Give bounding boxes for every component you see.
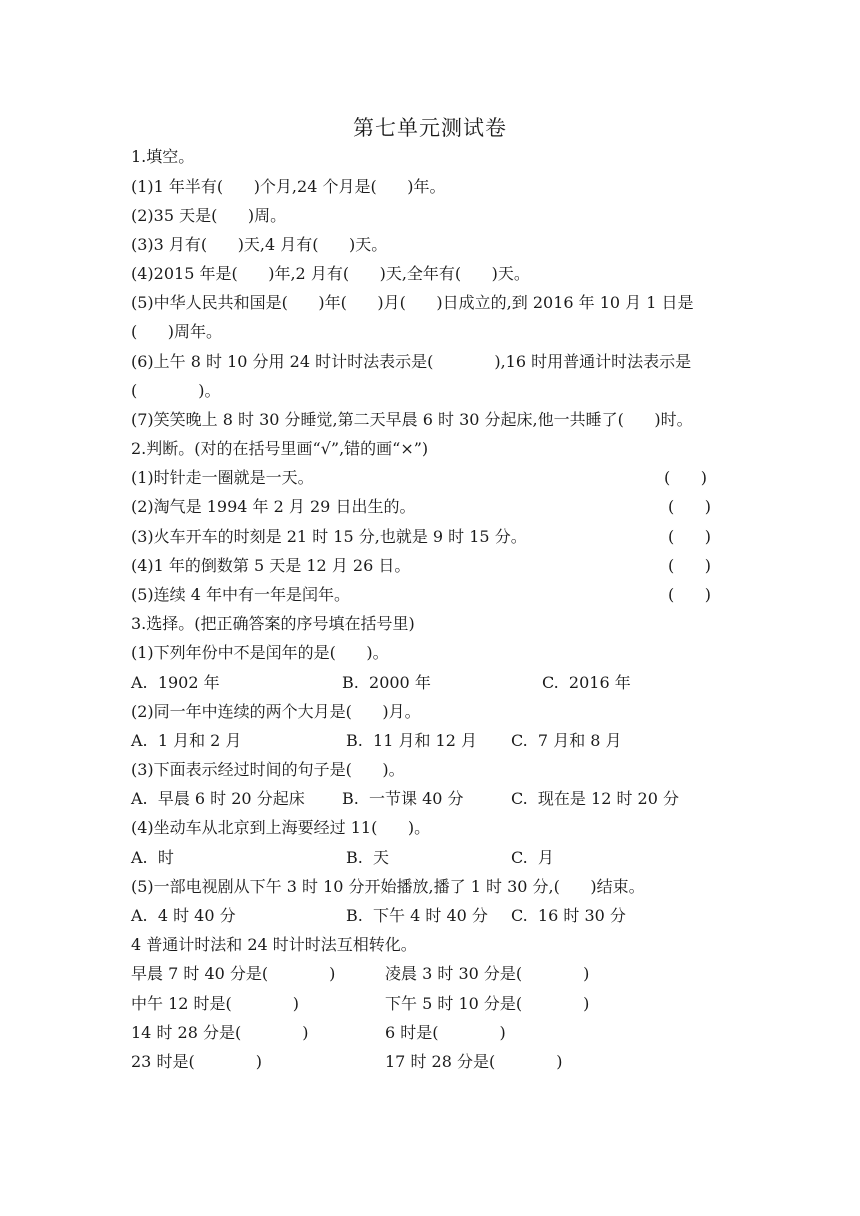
choice-question-1: (1)下列年份中不是闰年的是( )。 — [131, 643, 389, 662]
convert-right-4: 17 时 28 分是( ) — [385, 1052, 563, 1071]
judge-item-1: (1)时针走一圈就是一天。 — [131, 468, 314, 487]
judge-answer-blank-2: ( ) — [668, 497, 711, 516]
choice-3-option-a: A. 早晨 6 时 20 分起床 — [131, 789, 305, 808]
choice-question-3: (3)下面表示经过时间的句子是( )。 — [131, 760, 405, 779]
choice-1-option-c: C. 2016 年 — [542, 673, 631, 692]
choice-1-option-a: A. 1902 年 — [131, 673, 220, 692]
judge-answer-blank-4: ( ) — [668, 556, 711, 575]
choice-5-option-c: C. 16 时 30 分 — [511, 906, 626, 925]
question-1-1: (1)1 年半有( )个月,24 个月是( )年。 — [131, 177, 446, 196]
question-1-5-line2: ( )周年。 — [131, 322, 223, 341]
question-1-6-line1: (6)上午 8 时 10 分用 24 时计时法表示是( ),16 时用普通计时法表示是 — [131, 352, 692, 371]
question-1-4: (4)2015 年是( )年,2 月有( )天,全年有( )天。 — [131, 264, 530, 283]
convert-left-4: 23 时是( ) — [131, 1052, 262, 1071]
choice-question-5: (5)一部电视剧从下午 3 时 10 分开始播放,播了 1 时 30 分,( )结束。 — [131, 877, 645, 896]
convert-left-2: 中午 12 时是( ) — [131, 994, 300, 1013]
choice-5-option-b: B. 下午 4 时 40 分 — [346, 906, 488, 925]
convert-right-1: 凌晨 3 时 30 分是( ) — [385, 964, 590, 983]
convert-right-2: 下午 5 时 10 分是( ) — [385, 994, 590, 1013]
choice-2-option-a: A. 1 月和 2 月 — [131, 731, 242, 750]
choice-3-option-b: B. 一节课 40 分 — [342, 789, 464, 808]
section-3-heading: 3.选择。(把正确答案的序号填在括号里) — [131, 614, 415, 633]
judge-item-2: (2)淘气是 1994 年 2 月 29 日出生的。 — [131, 497, 416, 516]
choice-4-option-b: B. 天 — [346, 848, 390, 867]
judge-item-3: (3)火车开车的时刻是 21 时 15 分,也就是 9 时 15 分。 — [131, 527, 527, 546]
choice-question-2: (2)同一年中连续的两个大月是( )月。 — [131, 702, 421, 721]
choice-1-option-b: B. 2000 年 — [342, 673, 431, 692]
convert-left-3: 14 时 28 分是( ) — [131, 1023, 309, 1042]
question-1-2: (2)35 天是( )周。 — [131, 206, 287, 225]
choice-4-option-a: A. 时 — [131, 848, 174, 867]
judge-answer-blank-3: ( ) — [668, 527, 711, 546]
judge-answer-blank-5: ( ) — [668, 585, 711, 604]
question-1-3: (3)3 月有( )天,4 月有( )天。 — [131, 235, 388, 254]
judge-item-5: (5)连续 4 年中有一年是闰年。 — [131, 585, 351, 604]
choice-2-option-c: C. 7 月和 8 月 — [511, 731, 622, 750]
section-4-heading: 4 普通计时法和 24 时计时法互相转化。 — [131, 935, 417, 954]
convert-left-1: 早晨 7 时 40 分是( ) — [131, 964, 336, 983]
question-1-6-line2: ( )。 — [131, 381, 221, 400]
question-1-7: (7)笑笑晚上 8 时 30 分睡觉,第二天早晨 6 时 30 分起床,他一共睡了( )时。 — [131, 410, 693, 429]
section-1-heading: 1.填空。 — [131, 147, 195, 166]
choice-5-option-a: A. 4 时 40 分 — [131, 906, 236, 925]
choice-question-4: (4)坐动车从北京到上海要经过 11( )。 — [131, 818, 431, 837]
page-title: 第七单元测试卷 — [353, 116, 507, 140]
choice-3-option-c: C. 现在是 12 时 20 分 — [511, 789, 679, 808]
choice-2-option-b: B. 11 月和 12 月 — [346, 731, 477, 750]
judge-answer-blank-1: ( ) — [664, 468, 707, 487]
question-1-5-line1: (5)中华人民共和国是( )年( )月( )日成立的,到 2016 年 10 月 1 日是 — [131, 293, 694, 312]
convert-right-3: 6 时是( ) — [385, 1023, 506, 1042]
judge-item-4: (4)1 年的倒数第 5 天是 12 月 26 日。 — [131, 556, 411, 575]
choice-4-option-c: C. 月 — [511, 848, 554, 867]
section-2-heading: 2.判断。(对的在括号里画“√”,错的画“×”) — [131, 439, 429, 458]
